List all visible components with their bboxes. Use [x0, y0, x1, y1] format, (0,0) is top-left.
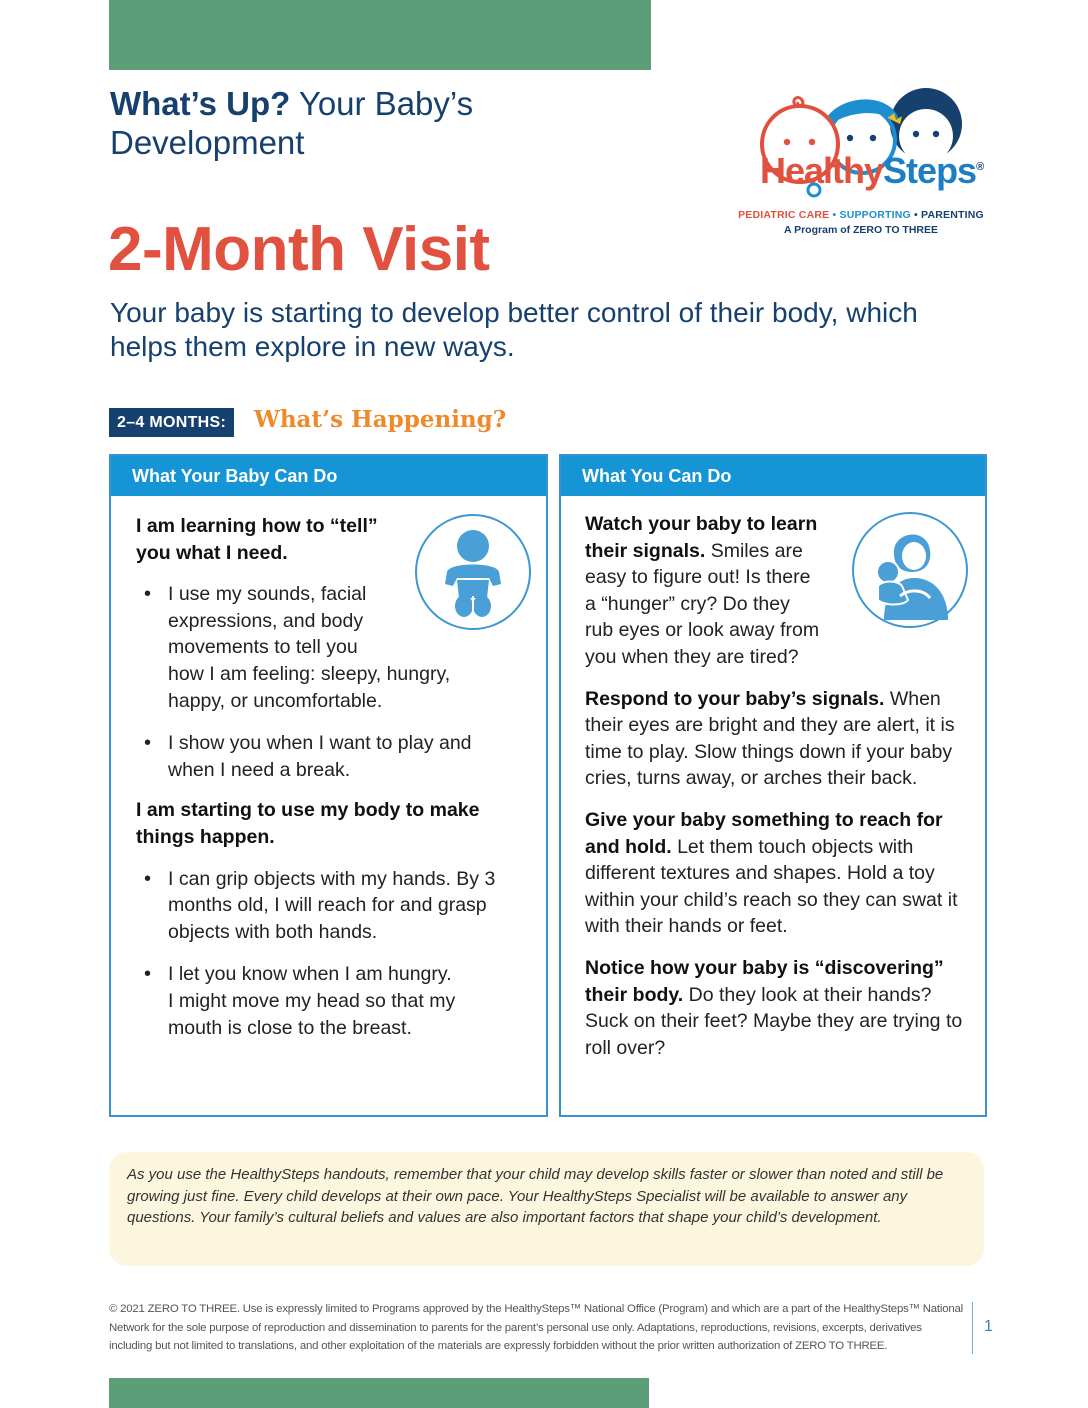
logo-word-healthy: Healthy: [760, 150, 884, 191]
you-p2-rest: When their eyes are bright and they are alert, it is time to play. Slow things down if your baby cries, turns away, or arches their back.: [585, 687, 955, 790]
baby-heading-2: I am starting to use my body to make things happen.: [136, 799, 480, 848]
baby-bullet-item: [136, 961, 536, 1041]
you-p4-rest: Do they look at their hands? Suck on their feet? Maybe they are trying to roll over?: [585, 983, 963, 1059]
baby-bullet-4-line-3: mouth is close to the breast.: [168, 1016, 412, 1039]
baby-bullet-1-line-4: how I am feeling: sleepy, hungry,: [168, 662, 451, 685]
you-p3-bold: Give your baby something to reach for and hold.: [585, 808, 943, 858]
baby-bullet-item: [136, 866, 514, 946]
header-title-bold: What’s Up?: [110, 85, 291, 122]
baby-can-do-header: What Your Baby Can Do: [111, 456, 546, 496]
baby-heading-1-line-2: you what I need.: [136, 541, 288, 564]
baby-can-do-body: [136, 513, 536, 1057]
baby-bullet-1-line-1: I use my sounds, facial: [168, 583, 367, 606]
logo-program-line: A Program of ZERO TO THREE: [783, 224, 938, 236]
baby-bullet-1-line-5: happy, or uncomfortable.: [168, 689, 383, 712]
section-heading: What’s Happening?: [254, 406, 507, 433]
baby-bullet-item: [136, 581, 536, 714]
you-p1-line-3: easy to figure out! Is there: [585, 566, 811, 589]
baby-bullet-item: [136, 730, 508, 783]
page-number: 1: [984, 1318, 993, 1335]
baby-bullet-1-line-3: movements to tell you: [168, 636, 358, 659]
baby-bullet-list-1: [136, 581, 536, 783]
baby-bullet-list-2: [136, 866, 536, 1042]
development-note-text: As you use the HealthySteps handouts, remember that your child may develop skills faster or slower than noted and still be growing just fine. Every child develops at their own pace. Your HealthySteps Specialist will be available to answer any questions. Your family’s cultural beliefs and values are also important factors that shape your child’s development.: [127, 1166, 944, 1226]
copyright-notice: © 2021 ZERO TO THREE. Use is expressly limited to Programs approved by the HealthySteps™ National Office (Program) and which are a part of the HealthySteps™ National Network for the sole purpose of reproduction and dissemination to parents for the parent’s personal use only. Adaptations, reproductions, revisions, excerpts, derivatives including but not limited to translations, and other exploitation of the materials are expressly forbidden without the prior written authorization of ZERO TO THREE.: [109, 1303, 963, 1352]
logo-tagline: [730, 209, 992, 221]
you-p1-line-4: a “hunger” cry? Do they: [585, 592, 790, 615]
you-p1-line-2-rest: Smiles are: [705, 539, 803, 562]
you-p1-line-2-bold: their signals.: [585, 539, 706, 562]
you-p1-line-6: you when they are tired?: [585, 645, 799, 668]
you-can-do-header: What You Can Do: [561, 456, 985, 496]
development-note-box: [109, 1152, 984, 1266]
visit-intro: Your baby is starting to develop better control of their body, which helps them explore in new ways.: [110, 297, 918, 362]
you-can-do-body: [585, 511, 975, 1061]
header-title-rest: Your Baby’s Development: [110, 85, 474, 161]
baby-heading-1-line-1: I am learning how to “tell”: [136, 515, 378, 537]
months-badge: 2–4 MONTHS:: [109, 408, 234, 437]
logo-wordmark: [760, 150, 983, 192]
page-number-divider: [972, 1302, 973, 1354]
logo-tag-supporting: SUPPORTING: [839, 209, 911, 221]
top-decorative-bar: [109, 0, 651, 70]
healthysteps-logo: [730, 78, 992, 243]
you-p3-rest: Let them touch objects with different textures and shapes. Hold a toy within your child’s reach so they can swat it with their hands or feet.: [585, 835, 958, 938]
bottom-decorative-bar: [109, 1378, 649, 1408]
you-p1-line-1-bold: Watch your baby to learn: [585, 513, 818, 535]
logo-tag-pediatric: PEDIATRIC CARE: [738, 209, 830, 221]
baby-can-do-panel: [109, 454, 548, 1117]
baby-bullet-4-line-2: I might move my head so that my: [168, 989, 456, 1012]
baby-bullet-4-line-1: I let you know when I am hungry.: [168, 963, 452, 986]
baby-bullet-2: I show you when I want to play and when I need a break.: [168, 732, 472, 781]
page-header-title: [110, 84, 630, 162]
baby-bullet-1-line-2: expressions, and body: [168, 609, 364, 632]
logo-tag-parenting: PARENTING: [921, 209, 984, 221]
you-p1-line-5: rub eyes or look away from: [585, 619, 820, 642]
baby-bullet-3: I can grip objects with my hands. By 3 months old, I will reach for and grasp objects with both hands.: [168, 867, 496, 943]
logo-registered-mark: ®: [976, 161, 984, 173]
logo-tag-sep-1: •: [829, 209, 840, 221]
logo-word-steps: Steps: [883, 150, 977, 191]
you-p2-bold: Respond to your baby’s signals.: [585, 687, 885, 710]
you-can-do-panel: [559, 454, 987, 1117]
logo-tag-sep-2: •: [910, 209, 922, 221]
you-p4-bold: Notice how your baby is “discovering” their body.: [585, 956, 944, 1006]
visit-title: 2-Month Visit: [108, 215, 490, 284]
